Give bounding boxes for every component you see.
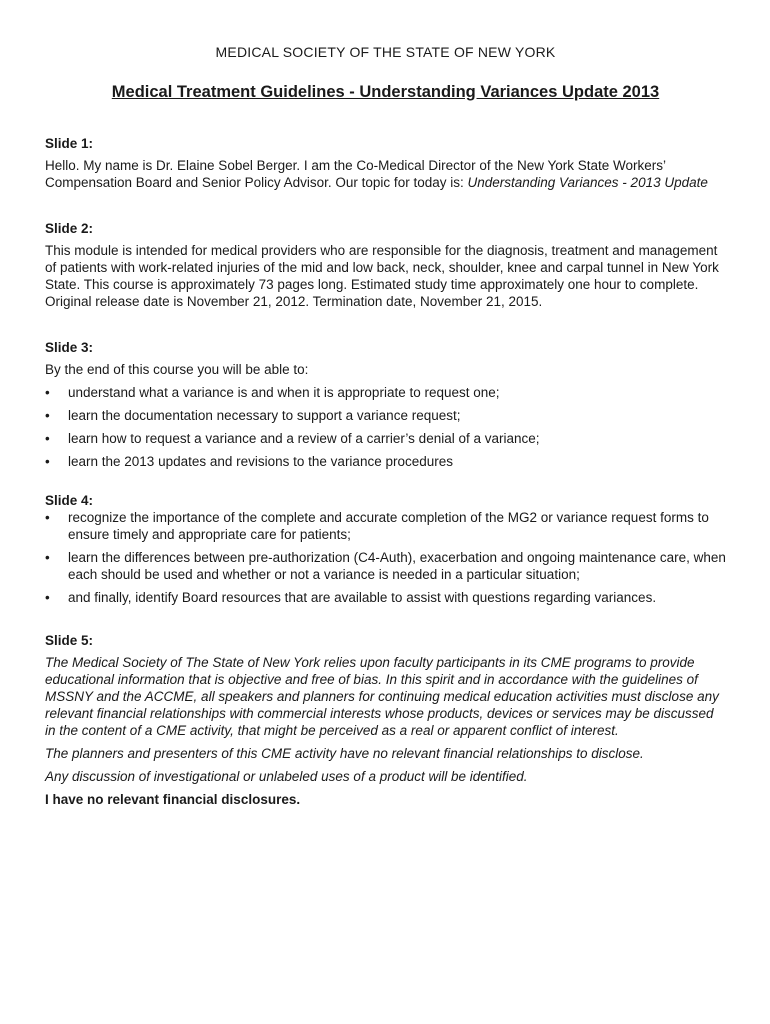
slide-4-bullet-list [45, 509, 726, 606]
slide-5-cme-statement: The Medical Society of The State of New York relies upon faculty participants in its CME programs to provide educational information that is objective and free of bias. In this spirit and in accordance with the guidelines of MSSNY and the ACCME, all speakers and planners for continuing medical education activities must disclose any relevant financial relationships with commercial interests whose products, devices or services may be discussed in the content of a CME activity, that might be perceived as a real or apparent conflict of interest. [45, 655, 719, 738]
slide-1-intro: Hello. My name is Dr. Elaine Sobel Berger. I am the Co-Medical Director of the New York State Workers’ Compensation Board and Senior Policy Advisor. Our topic for today is: [45, 158, 666, 190]
bullet-icon: • [45, 590, 50, 605]
slide-5-unlabeled-uses: Any discussion of investigational or unlabeled uses of a product will be identified. [45, 769, 528, 784]
slide-5-speaker-disclosure: I have no relevant financial disclosures. [45, 792, 301, 807]
bullet-icon: • [45, 385, 50, 400]
list-item [45, 407, 726, 424]
bullet-icon: • [45, 510, 50, 525]
slide-1-heading: Slide 1: [45, 136, 94, 151]
list-item-text: learn the documentation necessary to support a variance request; [68, 408, 461, 423]
slide-1-text [45, 157, 726, 191]
bullet-icon: • [45, 550, 50, 565]
document-title: Medical Treatment Guidelines - Understanding Variances Update 2013 [111, 83, 660, 101]
slide-2-section [45, 220, 726, 310]
slide-4-heading: Slide 4: [45, 493, 94, 508]
list-item [45, 589, 726, 606]
list-item [45, 549, 726, 583]
slide-5-heading: Slide 5: [45, 633, 94, 648]
list-item-text: learn the 2013 updates and revisions to the variance procedures [68, 454, 454, 469]
slide-5-planners-disclosure: The planners and presenters of this CME activity have no relevant financial relationships to disclose. [45, 746, 644, 761]
slide-5-section [45, 632, 726, 808]
slide-2-text: This module is intended for medical providers who are responsible for the diagnosis, treatment and management of patients with work-related injuries of the mid and low back, neck, shoulder, knee and carpal tunnel in New York State. This course is approximately 73 pages long. Estimated study time approximately one hour to complete. Original release date is November 21, 2012. Termination date, November 21, 2015. [45, 243, 719, 309]
list-item [45, 509, 726, 543]
slide-3-bullet-list [45, 384, 726, 470]
list-item-text: and finally, identify Board resources that are available to assist with questions regarding variances. [68, 590, 657, 605]
organization-name: MEDICAL SOCIETY OF THE STATE OF NEW YORK [215, 44, 556, 60]
list-item [45, 453, 726, 470]
list-item-text: learn how to request a variance and a review of a carrier’s denial of a variance; [68, 431, 540, 446]
list-item-text: recognize the importance of the complete and accurate completion of the MG2 or variance request forms to ensure timely and appropriate care for patients; [68, 510, 709, 542]
list-item [45, 384, 726, 401]
list-item-text: learn the differences between pre-authorization (C4-Auth), exacerbation and ongoing maintenance care, when each should be used and whether or not a variance is needed in a particular situation; [68, 550, 726, 582]
slide-3-section [45, 339, 726, 470]
slide-3-intro: By the end of this course you will be able to: [45, 362, 309, 377]
slide-4-section [45, 492, 726, 606]
bullet-icon: • [45, 408, 50, 423]
slide-1-section [45, 135, 726, 191]
list-item [45, 430, 726, 447]
bullet-icon: • [45, 431, 50, 446]
slide-2-heading: Slide 2: [45, 221, 94, 236]
bullet-icon: • [45, 454, 50, 469]
list-item-text: understand what a variance is and when it is appropriate to request one; [68, 385, 500, 400]
slide-3-heading: Slide 3: [45, 340, 94, 355]
slide-1-topic: Understanding Variances - 2013 Update [467, 175, 708, 190]
